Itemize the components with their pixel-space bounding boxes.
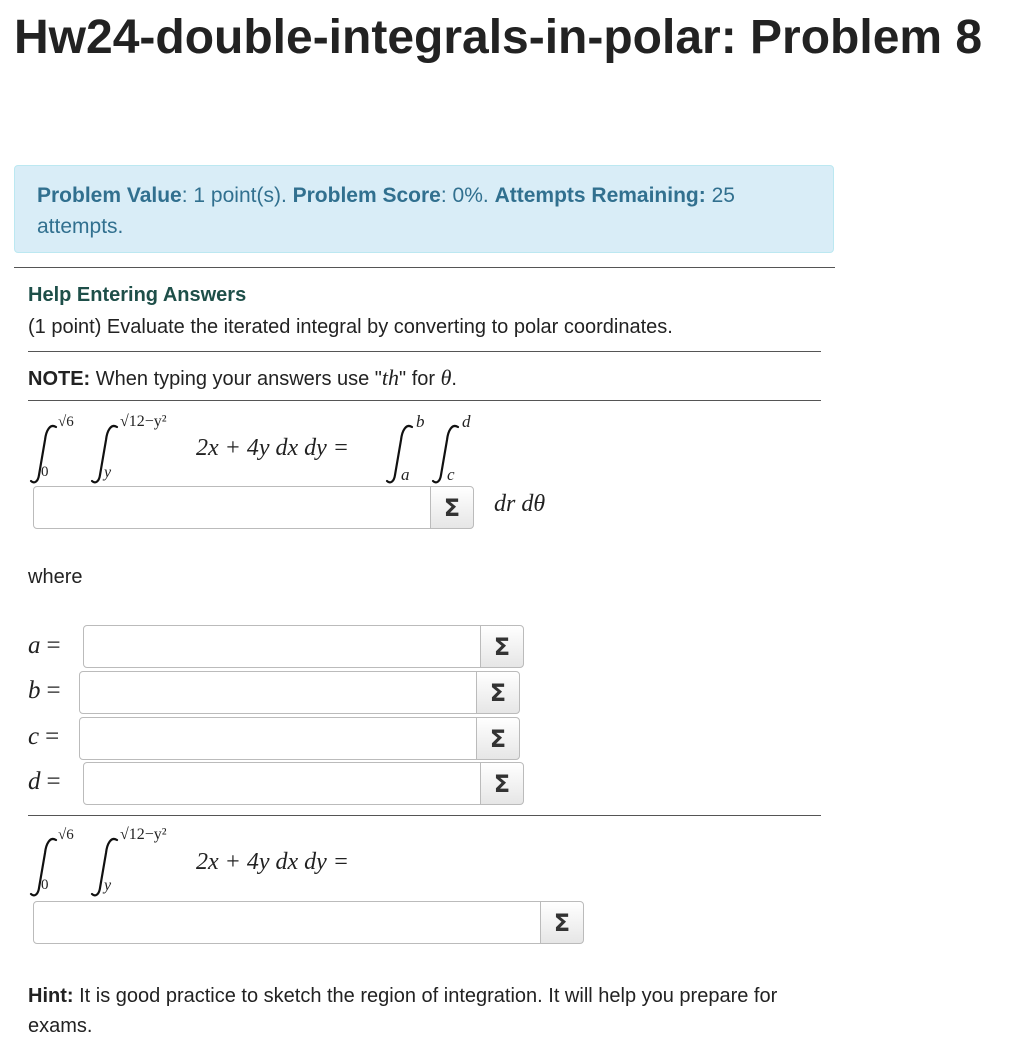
sigma-button-integrand[interactable]: Σ bbox=[430, 486, 474, 529]
problem-score-label: Problem Score bbox=[292, 184, 441, 207]
final-answer-input[interactable] bbox=[33, 901, 541, 944]
label-d-eq: = bbox=[46, 768, 61, 795]
note-label: NOTE: bbox=[28, 368, 91, 390]
label-c bbox=[28, 723, 59, 751]
page-title: Hw24-double-integrals-in-polar: Problem 8 bbox=[14, 11, 983, 64]
inner-lower-limit-2: y bbox=[104, 877, 112, 894]
attempts-remaining-text: 25 attempts. bbox=[37, 184, 735, 238]
where-text: where bbox=[28, 566, 83, 588]
limit-d-symbol: d bbox=[462, 412, 471, 431]
label-d bbox=[28, 768, 61, 796]
attempts-remaining-label: Attempts Remaining: bbox=[494, 184, 706, 207]
note-text-before: When typing your answers use " bbox=[90, 368, 382, 390]
problem-score-text: : 0%. bbox=[440, 184, 495, 207]
note-text-after: . bbox=[451, 368, 457, 390]
inner-lower-limit-1: y bbox=[104, 464, 112, 481]
outer-lower-limit-2: 0 bbox=[41, 877, 49, 893]
label-b bbox=[28, 677, 61, 705]
label-a-eq: = bbox=[46, 632, 61, 659]
problem-value-label: Problem Value bbox=[37, 184, 182, 207]
sigma-button-d[interactable]: Σ bbox=[480, 762, 524, 805]
inner-upper-limit-2: √12−y² bbox=[120, 826, 167, 843]
integrand-answer-input[interactable] bbox=[33, 486, 431, 529]
limit-d-input[interactable] bbox=[83, 762, 481, 805]
integrand-2: 2x + 4y dx dy = bbox=[196, 849, 349, 875]
label-d-letter: d bbox=[28, 768, 41, 795]
limit-c-symbol: c bbox=[447, 465, 455, 484]
limit-a-symbol: a bbox=[401, 465, 410, 484]
limit-c-input[interactable] bbox=[79, 717, 477, 760]
sigma-button-a[interactable]: Σ bbox=[480, 625, 524, 668]
label-a bbox=[28, 632, 61, 660]
outer-upper-limit-1: √6 bbox=[58, 414, 74, 430]
dr-dtheta-suffix: dr dθ bbox=[494, 491, 546, 517]
outer-lower-limit-1: 0 bbox=[41, 464, 49, 480]
limit-b-symbol: b bbox=[416, 412, 425, 431]
limit-a-input[interactable] bbox=[83, 625, 481, 668]
sigma-button-final[interactable]: Σ bbox=[540, 901, 584, 944]
label-c-eq: = bbox=[45, 723, 60, 750]
note-theta: θ bbox=[440, 365, 452, 390]
hint-text bbox=[28, 981, 828, 1041]
inner-upper-limit-1: √12−y² bbox=[120, 413, 167, 430]
note-text-mid: " for bbox=[399, 368, 441, 390]
label-b-letter: b bbox=[28, 677, 41, 704]
outer-upper-limit-2: √6 bbox=[58, 827, 74, 843]
sigma-button-b[interactable]: Σ bbox=[476, 671, 520, 714]
limit-b-input[interactable] bbox=[79, 671, 477, 714]
sigma-button-c[interactable]: Σ bbox=[476, 717, 520, 760]
help-entering-answers-link[interactable]: Help Entering Answers bbox=[28, 284, 247, 306]
divider-lower bbox=[28, 815, 821, 816]
problem-value-text: : 1 point(s). bbox=[181, 184, 293, 207]
label-b-eq: = bbox=[46, 677, 61, 704]
problem-statement: (1 point) Evaluate the iterated integral by converting to polar coordinates. bbox=[28, 316, 673, 338]
integrand-1: 2x + 4y dx dy = bbox=[196, 435, 349, 461]
note-th: th bbox=[381, 365, 400, 390]
label-a-letter: a bbox=[28, 632, 41, 659]
hint-label: Hint: bbox=[28, 985, 74, 1007]
hint-body: It is good practice to sketch the region of integration. It will help you prepare for exams. bbox=[28, 985, 778, 1037]
label-c-letter: c bbox=[28, 723, 40, 750]
